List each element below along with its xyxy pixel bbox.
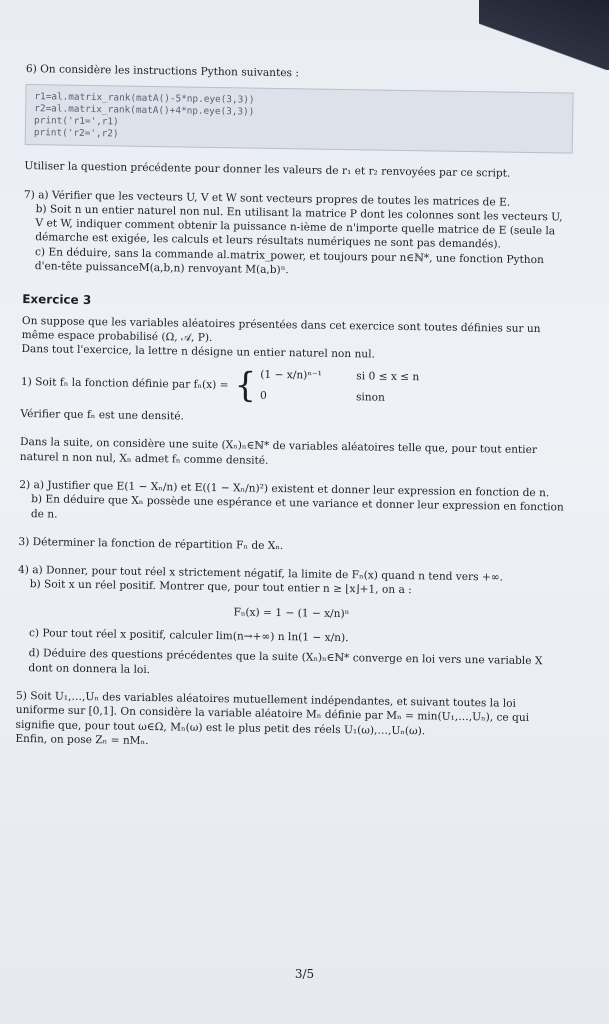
q1-verify: Vérifier que fₙ est une densité. <box>20 408 185 423</box>
case-row <box>260 368 419 385</box>
q7b: b) Soit n un entier naturel non nul. En utilisant la matrice P dont les colonnes sont les vecteurs U, V et W, indiquer comment obtenir la puissance n-ième de n'importe quelle matrice de E (seule la démarche est exigée, les calculs et leurs résultats numériques ne sont pas demandés). <box>35 203 563 251</box>
q4c: c) Pour tout réel x positif, calculer lim(n→+∞) n ln(1 − x/n). <box>28 627 349 645</box>
code-line: r2=al.matrix_rank(matA()+4*np.eye(3,3)) <box>34 103 255 118</box>
case-condition: si 0 ≤ x ≤ n <box>356 370 420 384</box>
case-expression: 0 <box>259 389 267 402</box>
case-expression: (1 − x/n)ⁿ⁻¹ <box>260 369 322 383</box>
q6-intro: 6) On considère les instructions Python suivantes : <box>25 62 300 80</box>
q3: 3) Déterminer la fonction de répartition Fₙ de Xₙ. <box>18 535 284 552</box>
code-line: print('r1=',r1) <box>33 114 119 128</box>
python-code-block <box>25 84 574 154</box>
q4b: b) Soit x un réel positif. Montrer que, pour tout entier n ≥ ⌊x⌋+1, on a : <box>29 578 412 597</box>
q1-density-definition <box>21 364 569 407</box>
q1-lead: 1) Soit fₙ la fonction définie par fₙ(x) = <box>20 375 229 391</box>
code-line: print('r2=',r2) <box>33 126 119 140</box>
code-line: r1=al.matrix_rank(matA()-5*np.eye(3,3)) <box>34 91 255 106</box>
document-content <box>15 62 574 755</box>
q7c: c) En déduire, sans la commande al.matrix_power, et toujours pour n∈ℕ*, une fonction Python d'en-tête puissanceM(a,b,n) renvoyant M(a,b)ⁿ. <box>34 245 544 277</box>
q7a: 7) a) Vérifier que les vecteurs U, V et W sont vecteurs propres de toutes les matrices de E. <box>23 188 511 209</box>
ex3-suite: Dans la suite, on considère une suite (Xₙ)ₙ∈ℕ* de variables aléatoires telle que, pour tout entier naturel n non nul, Xₙ admet fₙ comme densité. <box>19 436 538 467</box>
q2b: b) En déduire que Xₙ possède une espérance et une variance et donner leur expression en fonction de n. <box>30 493 564 521</box>
q5-zn: Enfin, on pose Zₙ = nMₙ. <box>15 732 149 747</box>
q4d: d) Déduire des questions précédentes que la suite (Xₙ)ₙ∈ℕ* converge en loi vers une variable X dont on donnera la loi. <box>28 647 543 676</box>
brace-glyph: { <box>234 365 257 406</box>
q6-question: Utiliser la question précédente pour donner les valeurs de r₁ et r₂ renvoyées par ce script. <box>24 160 511 180</box>
ex3-intro-1: On suppose que les variables aléatoires présentées dans cet exercice sont toutes définies sur un même espace probabilisé (Ω, 𝒜, P). <box>21 314 541 344</box>
q5-text: 5) Soit U₁,…,Uₙ des variables aléatoires mutuellement indépendantes, et suivant toutes la loi uniforme sur [0,1]. On considère la variable aléatoire Mₙ définie par Mₙ = min(U₁,…,Uₙ), ce qui signifie que, pour tout ω∈Ω, Mₙ(ω) est le plus petit des réels U₁(ω),…,Uₙ(ω). <box>15 689 530 737</box>
exercise-title: Exercice 3 <box>22 292 92 308</box>
q4b-formula: Fₙ(x) = 1 − (1 − x/n)ⁿ <box>233 606 350 620</box>
background-corner <box>479 0 609 70</box>
q2a: 2) a) Justifier que E(1 − Xₙ/n) et E((1 − Xₙ/n)²) existent et donner leur expression en fonction de n. <box>19 478 550 500</box>
q4a: 4) a) Donner, pour tout réel x strictement négatif, la limite de Fₙ(x) quand n tend vers +∞. <box>17 564 504 584</box>
page-number: 3/5 <box>294 967 315 981</box>
case-row <box>260 388 419 405</box>
piecewise-cases <box>260 368 419 405</box>
ex3-intro-2: Dans tout l'exercice, la lettre n désigne un entier naturel non nul. <box>21 343 376 361</box>
case-condition: sinon <box>355 390 385 404</box>
